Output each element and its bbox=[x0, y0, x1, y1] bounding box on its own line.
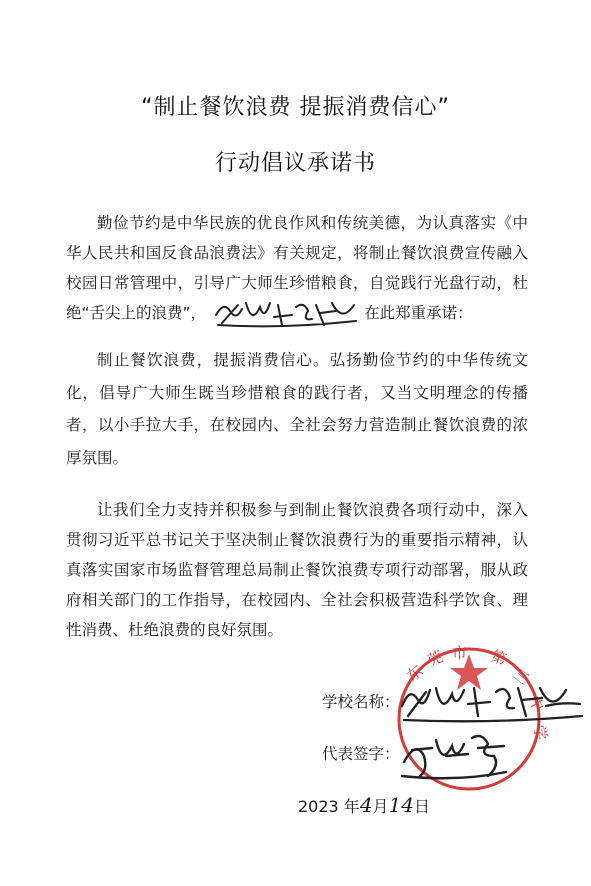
paragraph-1-tail: 在此郑重承诺： bbox=[364, 304, 473, 322]
representative-handwritten-signature bbox=[398, 726, 508, 784]
school-name-handwriting bbox=[396, 676, 586, 726]
svg-text:中: 中 bbox=[524, 692, 548, 715]
document-title: “制止餐饮浪费 提振消费信心” bbox=[141, 95, 450, 120]
paragraph-1-text: 勤俭节约是中华民族的优良作风和传统美德，为认真落实《中华人民共和国反食品浪费法》有关规定，将制止餐饮浪费宣传融入校园日常管理中，引导广大师生珍惜粮食，自觉践行光盘行动，杜绝“舌尖上的浪费”， bbox=[66, 214, 528, 322]
paragraph-1 bbox=[66, 208, 528, 328]
document-date bbox=[298, 793, 430, 817]
school-name-label: 学校名称： bbox=[322, 693, 400, 711]
paragraph-2: 制止餐饮浪费，提振消费信心。弘扬勤俭节约的中华传统文化，倡导广大师生既当珍惜粮食的践行者，又当文明理念的传播者，以小手拉大手，在校园内、全社会努力营造制止餐饮浪费的浓厚氛围。 bbox=[66, 351, 528, 467]
svg-text:东: 东 bbox=[403, 661, 427, 686]
svg-text:第: 第 bbox=[488, 646, 509, 669]
representative-signature-label: 代表签字： bbox=[322, 745, 400, 763]
date-month-handwritten: 4 bbox=[359, 793, 373, 817]
date-day-handwritten: 14 bbox=[388, 793, 415, 817]
date-day-unit: 日 bbox=[414, 797, 431, 816]
svg-text:莞: 莞 bbox=[424, 647, 446, 670]
date-month-unit: 月 bbox=[372, 797, 389, 816]
date-year: 2023 年 bbox=[298, 797, 360, 816]
school-handwritten-signature-inline bbox=[212, 295, 360, 331]
svg-text:三: 三 bbox=[509, 664, 533, 689]
paragraph-3: 让我们全力支持并积极参与到制止餐饮浪费各项行动中，深入贯彻习近平总书记关于坚决制止餐饮浪费行为的重要指示精神，认真落实国家市场监督管理总局制止餐饮浪费专项行动部署，服从政府相关部门的工作指导，在校园内、全社会积极营造科学饮食、理性消费、杜绝浪费的良好氛围。 bbox=[66, 501, 528, 639]
svg-text:学: 学 bbox=[530, 723, 551, 742]
svg-text:市: 市 bbox=[452, 644, 468, 662]
document-subtitle: 行动倡议承诺书 bbox=[214, 151, 376, 176]
